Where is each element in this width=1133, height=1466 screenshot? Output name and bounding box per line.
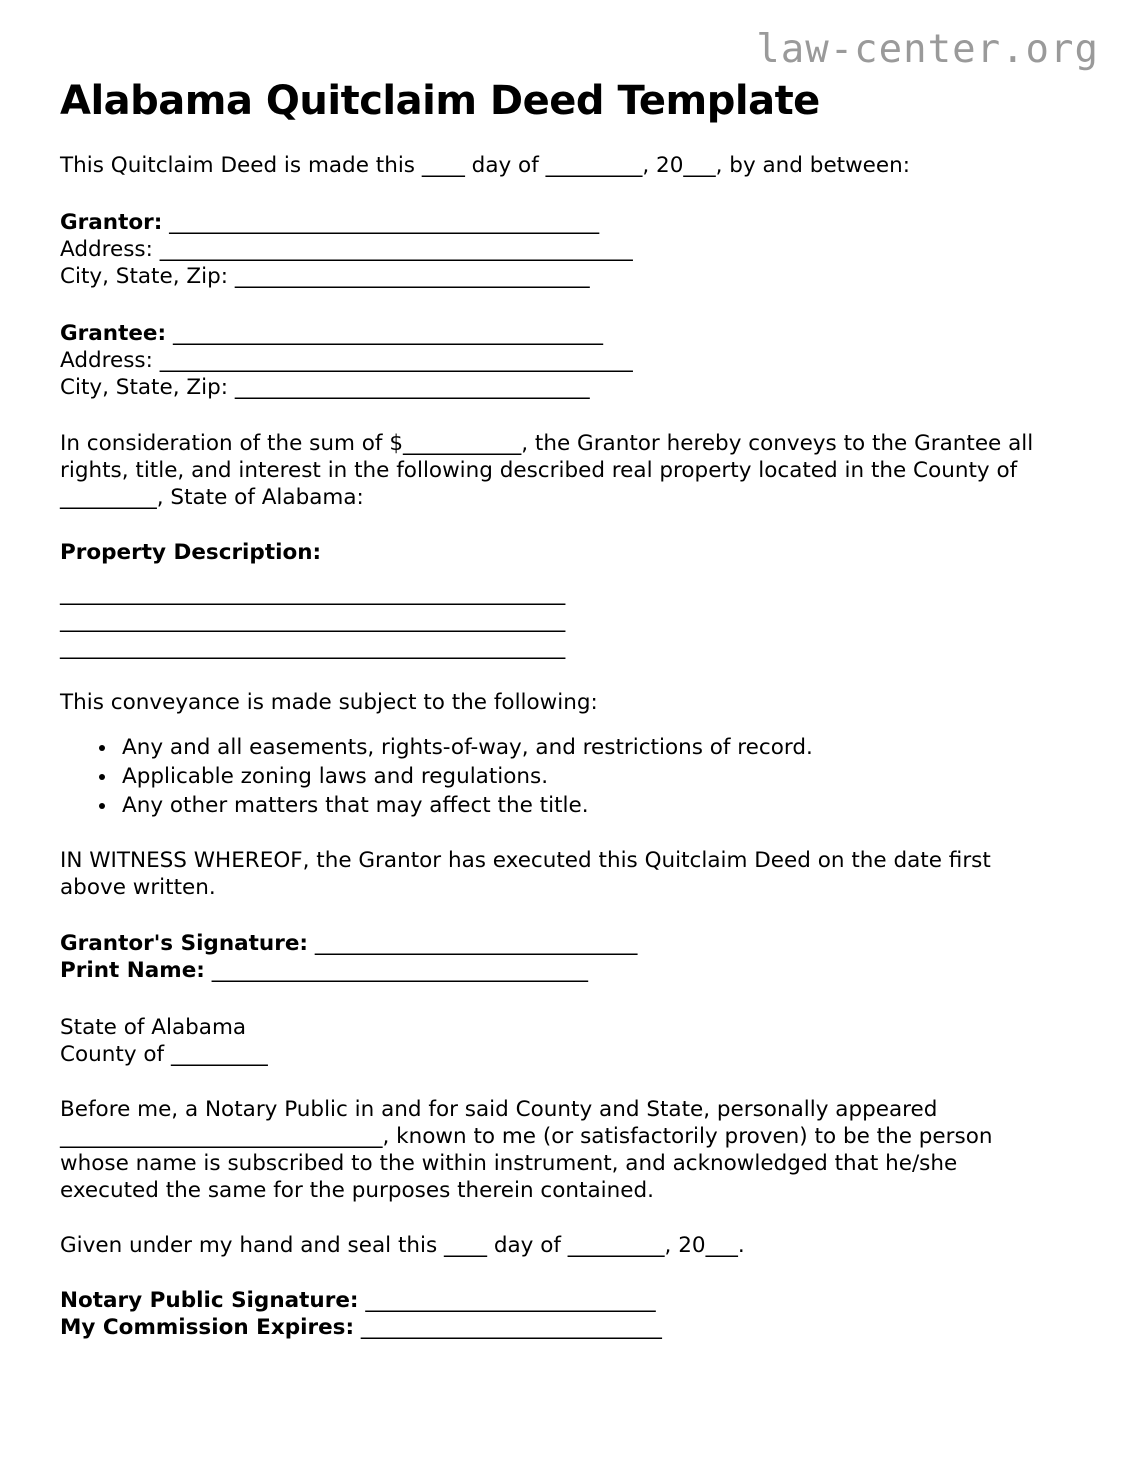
grantee-address-row: [60, 347, 1050, 374]
grantee-citystatezip-blank[interactable]: _________________________________: [227, 375, 590, 401]
notary-signature-block: [60, 1287, 1050, 1341]
intro-paragraph: This Quitclaim Deed is made this ____ day of _________, 20___, by and between:: [60, 153, 911, 178]
site-watermark: law-center.org: [756, 27, 1099, 72]
conditions-list: [60, 734, 1050, 819]
grantee-address-blank[interactable]: ____________________________________________: [152, 348, 633, 374]
property-description-heading: Property Description:: [60, 539, 322, 565]
grantor-signature-blank[interactable]: ______________________________: [308, 930, 638, 956]
property-description-line[interactable]: _______________________________________________: [60, 607, 566, 633]
grantor-print-name-blank[interactable]: ___________________________________: [204, 957, 588, 983]
list-item: • Any and all easements, rights-of-way, and restrictions of record.: [118, 734, 1050, 761]
notary-signature-label: Notary Public Signature:: [60, 1288, 359, 1314]
given-under-hand-paragraph: Given under my hand and seal this ____ day of _________, 20___.: [60, 1233, 745, 1259]
acknowledgment-paragraph: Before me, a Notary Public in and for said County and State, personally appeared ______________________________, known to me (or satisfactorily proven) to be the person whose name is subscribed to the within instrument, and acknowledged that he/she executed the same for the purposes therein contained.: [60, 1096, 993, 1204]
property-description-line[interactable]: _______________________________________________: [60, 580, 566, 606]
grantor-name-blank[interactable]: ________________________________________: [162, 210, 600, 236]
grantor-address-label: Address:: [60, 237, 153, 263]
grantee-block: [60, 320, 1050, 401]
witness-paragraph: IN WITNESS WHEREOF, the Grantor has executed this Quitclaim Deed on the date first above written.: [60, 848, 991, 901]
grantee-name-blank[interactable]: ________________________________________: [166, 321, 603, 347]
grantee-citystatezip-label: City, State, Zip:: [60, 375, 228, 401]
list-item: • Applicable zoning laws and regulations.: [118, 763, 1050, 790]
consideration-paragraph: In consideration of the sum of $___________, the Grantor hereby conveys to the Grantee all rights, title, and interest in the following described real property located in the County of _________, State of Alabama:: [60, 430, 1034, 510]
page-title: Alabama Quitclaim Deed Template: [60, 78, 820, 124]
property-description-line[interactable]: _______________________________________________: [60, 635, 566, 661]
grantor-address-row: [60, 236, 1050, 263]
grantor-signature-block: [60, 930, 1050, 984]
grantee-name-label: Grantee:: [60, 321, 167, 347]
grantor-address-blank[interactable]: ____________________________________________: [152, 237, 633, 263]
county-line[interactable]: County of _________: [60, 1041, 268, 1067]
list-item: • Any other matters that may affect the title.: [118, 792, 1050, 819]
grantor-print-name-label: Print Name:: [60, 957, 205, 983]
notary-commission-expires-row: [60, 1314, 1050, 1341]
grantor-name-row: [60, 209, 1050, 236]
grantee-name-row: [60, 320, 1050, 347]
notary-commission-expires-label: My Commission Expires:: [60, 1315, 355, 1341]
notary-commission-expires-blank[interactable]: ____________________________: [354, 1315, 662, 1341]
state-line: State of Alabama: [60, 1014, 247, 1040]
grantor-signature-row: [60, 930, 1050, 957]
grantor-citystatezip-blank[interactable]: _________________________________: [227, 264, 590, 290]
grantor-block: [60, 209, 1050, 290]
property-description-lines: [60, 580, 1050, 661]
grantor-print-name-row: [60, 957, 1050, 984]
acknowledgment-venue-block: [60, 1014, 1050, 1068]
conveyance-intro-paragraph: This conveyance is made subject to the following:: [60, 690, 598, 716]
grantor-citystatezip-row: [60, 263, 1050, 290]
grantor-citystatezip-label: City, State, Zip:: [60, 264, 228, 290]
notary-signature-row: [60, 1287, 1050, 1314]
document-body: [60, 78, 1050, 1341]
grantee-address-label: Address:: [60, 348, 153, 374]
grantor-signature-label: Grantor's Signature:: [60, 930, 309, 956]
grantee-citystatezip-row: [60, 374, 1050, 401]
grantor-name-label: Grantor:: [60, 210, 163, 236]
notary-signature-blank[interactable]: ___________________________: [358, 1288, 656, 1314]
